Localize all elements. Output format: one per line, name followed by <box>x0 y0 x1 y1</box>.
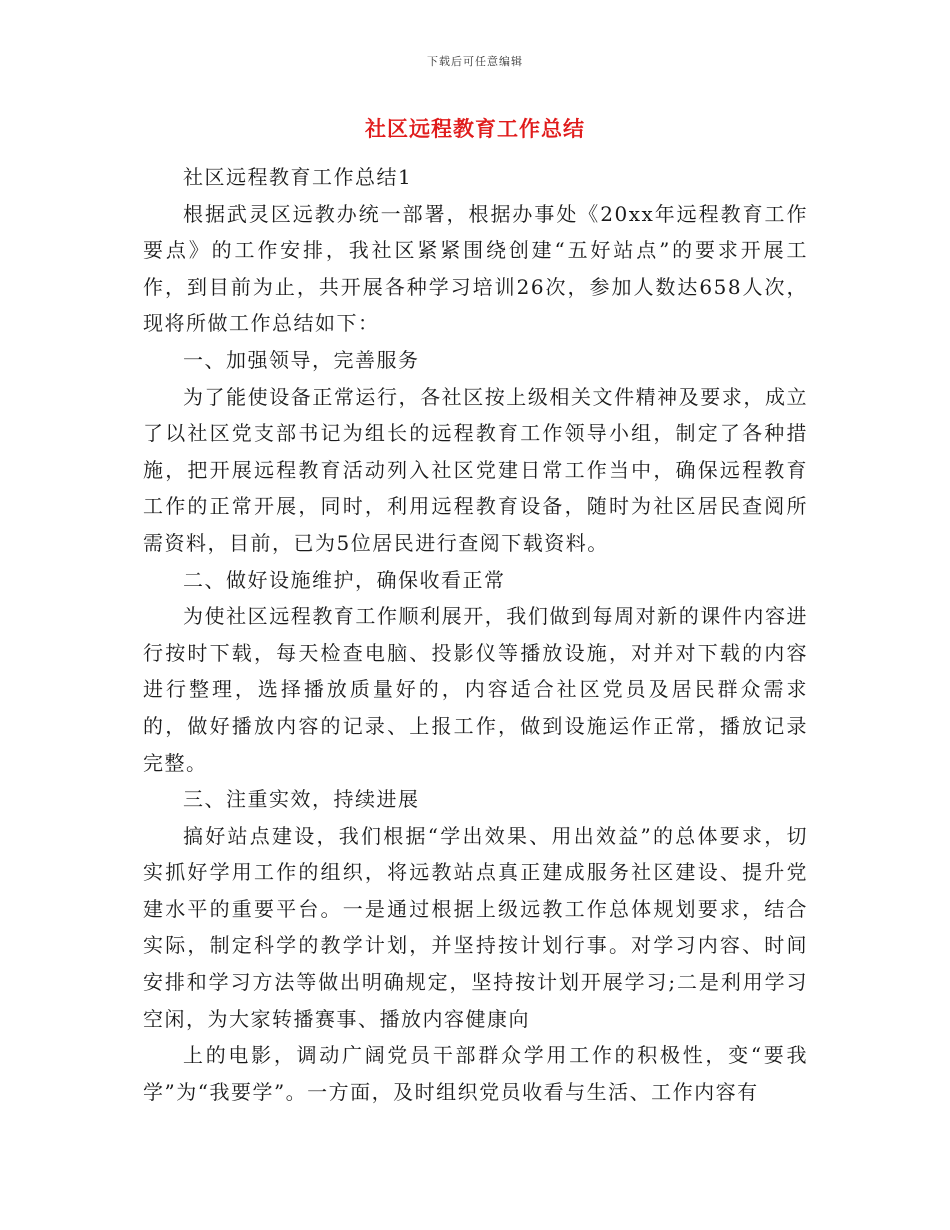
paragraph-continued: 上的电影，调动广阔党员干部群众学用工作的积极性，变“要我学”为“我要学”。一方面，及时组织党员收看与生活、工作内容有 <box>143 1043 808 1104</box>
paragraph-section-3: 搞好站点建设，我们根据“学出效果、用出效益”的总体要求，切实抓好学用工作的组织，将远教站点真正建成服务社区建设、提升党建水平的重要平台。一是通过根据上级远教工作总体规划要求，结合实际，制定科学的教学计划，并坚持按计划行事。对学习内容、时间安排和学习方法等做出明确规定，坚持按计划开展学习;二是利用学习空闲，为大家转播赛事、播放内容健康向 <box>143 823 808 1031</box>
document-body <box>143 159 808 1110</box>
paragraph-section-1: 为了能使设备正常运行，各社区按上级相关文件精神及要求，成立了以社区党支部书记为组长的远程教育工作领导小组，制定了各种措施，把开展远程教育活动列入社区党建日常工作当中，确保远程教育工作的正常开展，同时，利用远程教育设备，随时为社区居民查阅所需资料，目前，已为5位居民进行查阅下载资料。 <box>143 384 808 555</box>
page-header-note: 下载后可任意编辑 <box>427 55 523 68</box>
paragraph-subtitle: 社区远程教育工作总结1 <box>183 165 413 189</box>
paragraph-section-2: 为使社区远程教育工作顺利展开，我们做到每周对新的课件内容进行按时下载，每天检查电脑、投影仪等播放设施，对并对下载的内容进行整理，选择播放质量好的，内容适合社区党员及居民群众需求的，做好播放内容的记录、上报工作，做到设施运作正常，播放记录完整。 <box>143 604 808 775</box>
document-title: 社区远程教育工作总结 <box>365 116 585 141</box>
paragraph-intro: 根据武灵区远教办统一部署，根据办事处《20xx年远程教育工作要点》的工作安排，我社区紧紧围绕创建“五好站点”的要求开展工作，到目前为止，共开展各种学习培训26次，参加人数达658人次，现将所做工作总结如下： <box>143 201 808 336</box>
section-heading-3: 三、注重实效，持续进展 <box>183 787 420 812</box>
section-heading-1: 一、加强领导，完善服务 <box>183 347 420 372</box>
section-heading-2: 二、做好设施维护，确保收看正常 <box>183 567 506 592</box>
